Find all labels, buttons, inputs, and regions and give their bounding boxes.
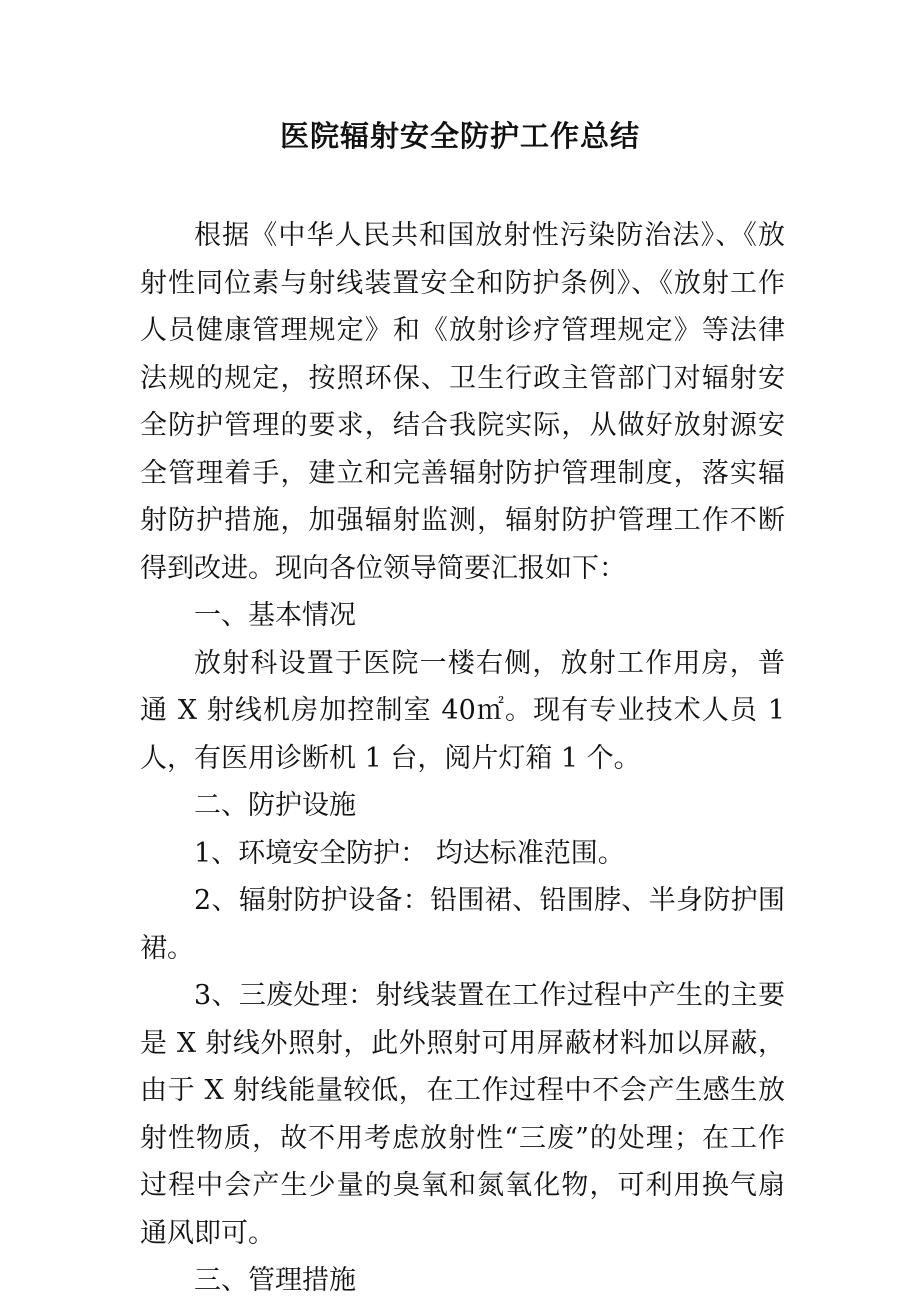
section-heading-protection-facilities: 二、防护设施 <box>194 790 356 821</box>
list-item-protection-equipment: 2、辐射防护设备：铅围裙、铅围脖、半身防护围裙。 <box>140 885 785 964</box>
list-item-waste-treatment: 3、三废处理：射线装置在工作过程中产生的主要是 X 射线外照射，此外照射可用屏蔽材料加以屏蔽，由于 X 射线能量较低，在工作过程中不会产生感生放射性物质，故不用考虑放射性“三废”的处理；在工作过程中会产生少量的臭氧和氮氧化物，可利用换气扇通风即可。 <box>140 980 785 1249</box>
section-heading-management-measures: 三、管理措施 <box>194 1265 356 1296</box>
document-body <box>140 212 785 1305</box>
list-item-environment-protection: 1、环境安全防护： 均达标准范围。 <box>194 837 625 869</box>
paragraph-intro: 根据《中华人民共和国放射性污染防治法》、《放射性同位素与射线装置安全和防护条例》、《放射工作人员健康管理规定》和《放射诊疗管理规定》等法律法规的规定，按照环保、卫生行政主管部门对辐射安全防护管理的要求，结合我院实际，从做好放射源安全管理着手，建立和完善辐射防护管理制度，落实辐射防护措施，加强辐射监测，辐射防护管理工作不断得到改进。现向各位领导简要汇报如下： <box>140 220 785 584</box>
paragraph-basic-situation: 放射科设置于医院一楼右侧，放射工作用房，普通 X 射线机房加控制室 40㎡。现有专业技术人员 1 人，有医用诊断机 1 台，阅片灯箱 1 个。 <box>140 647 785 774</box>
document-title: 医院辐射安全防护工作总结 <box>279 119 640 153</box>
section-heading-basic-situation: 一、基本情况 <box>194 600 356 631</box>
